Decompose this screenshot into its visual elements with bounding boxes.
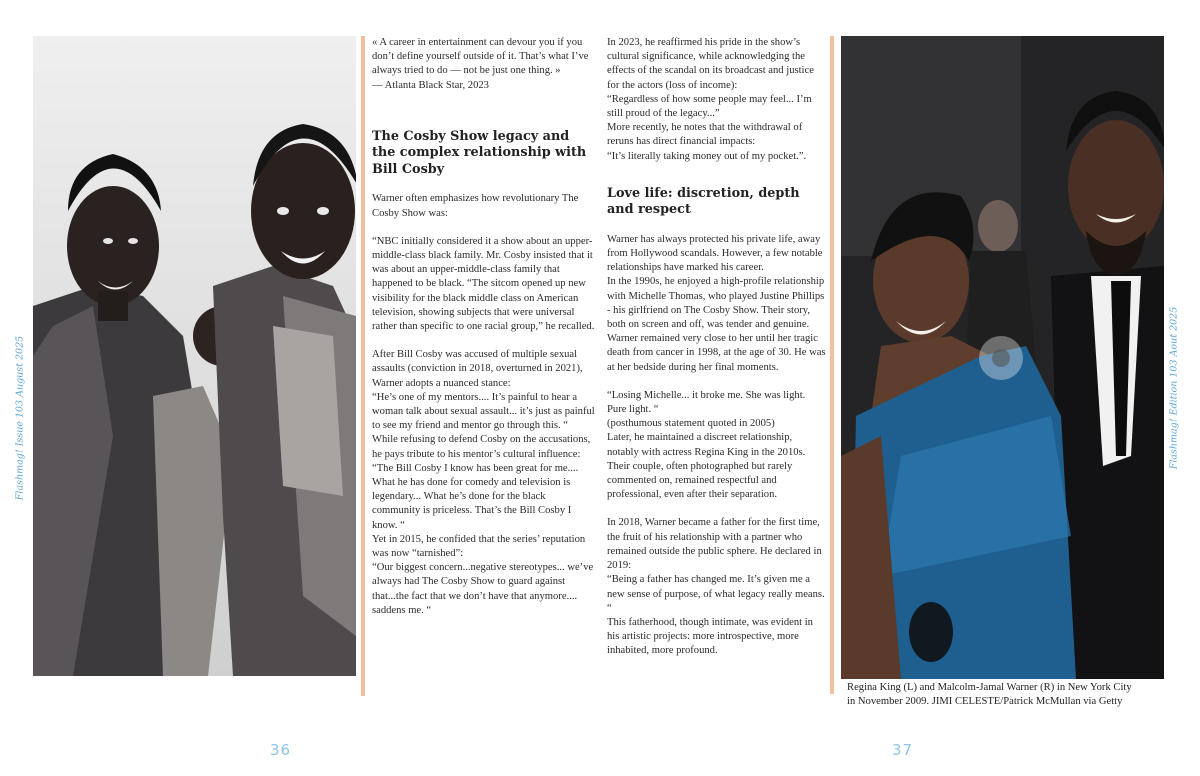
text: While refusing to defend Cosby on the accusations, he pays tribute to his mentor’s cultural influence: bbox=[372, 434, 591, 460]
paragraph: Warner often emphasizes how revolutionary The Cosby Show was: bbox=[372, 193, 579, 219]
section-heading-cosby-legacy: The Cosby Show legacy and the complex relationship with Bill Cosby bbox=[372, 128, 587, 177]
article-column-left bbox=[372, 36, 596, 632]
pull-quote-text: « A career in entertainment can devour you if you don’t define yourself outside of it. That’s what I’ve always tried to do — not be just one thing. » bbox=[372, 37, 589, 77]
running-title-right: Flashmag! Edition 103 Aout 2025 bbox=[1168, 306, 1180, 470]
caption-line-1: Regina King (L) and Malcolm-Jamal Warner (R) in New York City bbox=[847, 682, 1132, 693]
text: Warner has always protected his private life, away from Hollywood scandals. However, a few notable relationships have marked his career. bbox=[607, 233, 823, 274]
running-title-left: Flashmag! Issue 103 August 2025 bbox=[14, 335, 26, 501]
quote: “Being a father has changed me. It’s given me a new sense of purpose, of what legacy really means. “ bbox=[607, 574, 825, 614]
event-photo-illustration bbox=[841, 36, 1164, 679]
paragraph: “NBC initially considered it a show about an upper-middle-class black family. Mr. Cosby insisted that it was about an upper-middle-class family that happened to be black. “The sitcom opened up new visibility for the black middle class on American television, showing subjects that were universal rather than specific to one racial group,” he recalled. bbox=[372, 235, 595, 332]
page-number-right: 37 bbox=[892, 741, 914, 759]
cosby-show-photo bbox=[33, 36, 356, 676]
quote: “He’s one of my mentors.... It’s painful to hear a woman talk about sexual assault... it’s just as painful to see my friend and mentor go through this. “ bbox=[372, 391, 595, 432]
column-divider-left bbox=[361, 36, 365, 696]
quote-source: (posthumous statement quoted in 2005) bbox=[607, 418, 775, 430]
page-number-left: 36 bbox=[270, 741, 292, 759]
quote: “It’s literally taking money out of my pocket.”. bbox=[607, 150, 807, 162]
text: In 2018, Warner became a father for the first time, the fruit of his relationship with a partner who remained outside the public sphere. He declared in 2019: bbox=[607, 517, 822, 572]
paragraph bbox=[607, 36, 826, 164]
text: In the 1990s, he enjoyed a high-profile relationship with Michelle Thomas, who played Justine Phillips - his girlfriend on The Cosby Show. Their story, both on screen and off, was tender and genuine. Warner remained very close to her until her tragic death from cancer in 1998, at the age of 30. He was at her bedside during her final moments. bbox=[607, 276, 826, 373]
text: In 2023, he reaffirmed his pride in the show’s cultural significance, while acknowledging the effects of the scandal on its broadcast and justice for the actors (loss of income): bbox=[607, 37, 814, 91]
pull-quote bbox=[372, 36, 596, 93]
paragraph bbox=[607, 233, 826, 375]
pull-quote-source: — Atlanta Black Star, 2023 bbox=[372, 79, 489, 91]
section-heading-love-life: Love life: discretion, depth and respect bbox=[607, 185, 800, 218]
quote: “Losing Michelle... it broke me. She was light. Pure light. “ bbox=[607, 389, 806, 416]
text: Later, he maintained a discreet relationship, notably with actress Regina King in the 2010s. Their couple, often photographed but rarely commented on, remained respectful and professional, even after their separation. bbox=[607, 432, 806, 501]
cosby-show-illustration bbox=[33, 36, 356, 676]
quote: “Regardless of how some people may feel... I’m still proud of the legacy...” bbox=[607, 93, 812, 120]
text: After Bill Cosby was accused of multiple sexual assaults (conviction in 2018, overturned in 2021), Warner adopts a nuanced stance: bbox=[372, 349, 583, 389]
photo-caption bbox=[847, 681, 1167, 709]
text: More recently, he notes that the withdrawal of reruns has direct financial impacts: bbox=[607, 122, 803, 148]
article-column-right bbox=[607, 36, 826, 673]
paragraph bbox=[372, 348, 596, 618]
regina-king-warner-photo bbox=[841, 36, 1164, 679]
caption-line-2: in November 2009. JIMI CELESTE/Patrick McMullan via Getty bbox=[847, 696, 1123, 707]
column-divider-right bbox=[830, 36, 834, 694]
paragraph bbox=[607, 389, 826, 503]
quote: “Our biggest concern...negative stereotypes... we’ve always had The Cosby Show to guard against that...the fact that we don’t have that anymore.... saddens me. “ bbox=[372, 562, 594, 616]
text: This fatherhood, though intimate, was evident in his artistic projects: more introspective, more inhabited, more profound. bbox=[607, 616, 813, 657]
paragraph bbox=[607, 516, 826, 658]
quote: “The Bill Cosby I know has been great for me.... What he has done for comedy and television is legendary... What he’s done for the black community is priceless. That’s the Bill Cosby I know. “ bbox=[372, 462, 579, 531]
text: Yet in 2015, he confided that the series’ reputation was now “tarnished”: bbox=[372, 533, 586, 559]
